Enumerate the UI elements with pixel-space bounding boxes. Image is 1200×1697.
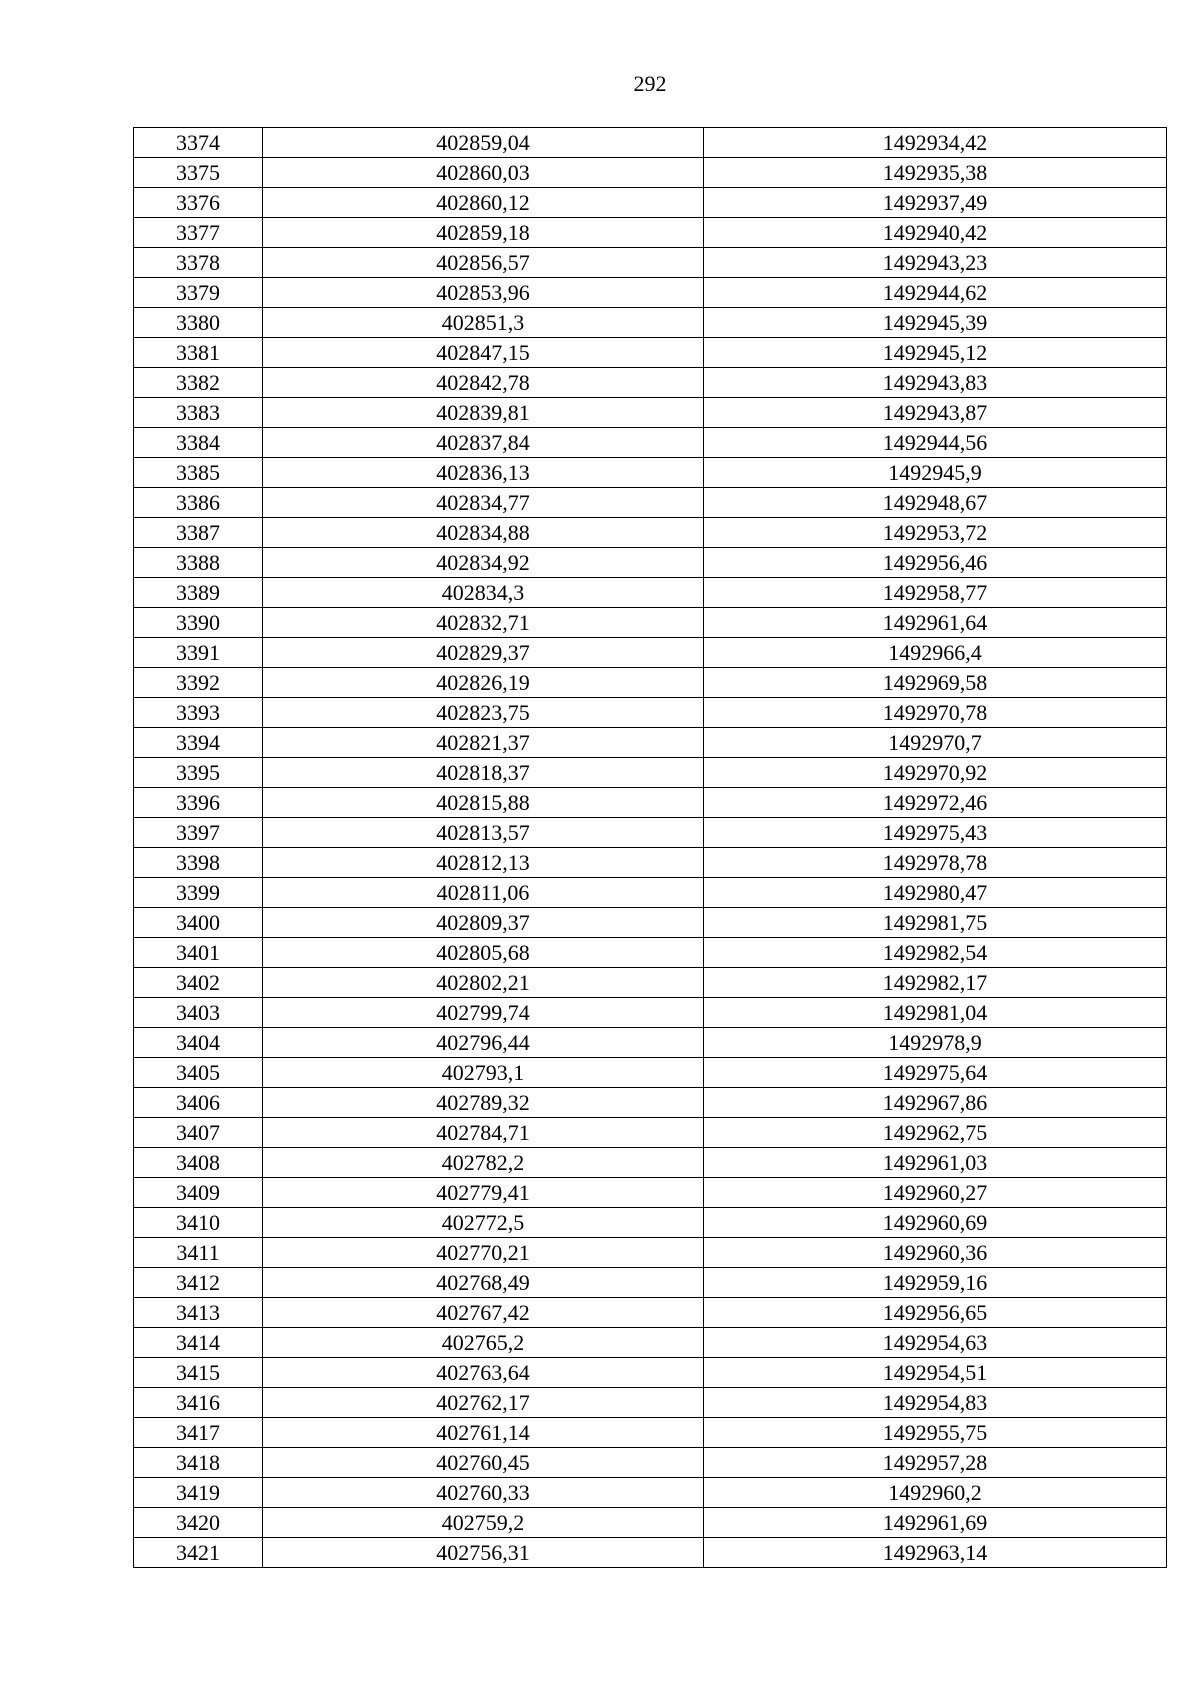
point-number-cell: 3400 [134, 908, 263, 938]
table-row [134, 1358, 1167, 1388]
y-coordinate-cell: 1492957,28 [704, 1448, 1167, 1478]
table-row [134, 1208, 1167, 1238]
point-number-cell: 3379 [134, 278, 263, 308]
point-number-cell: 3393 [134, 698, 263, 728]
x-coordinate-cell: 402837,84 [263, 428, 704, 458]
x-coordinate-cell: 402821,37 [263, 728, 704, 758]
table-row [134, 1478, 1167, 1508]
table-row [134, 308, 1167, 338]
table-row [134, 1028, 1167, 1058]
point-number-cell: 3421 [134, 1538, 263, 1568]
x-coordinate-cell: 402805,68 [263, 938, 704, 968]
x-coordinate-cell: 402760,33 [263, 1478, 704, 1508]
point-number-cell: 3386 [134, 488, 263, 518]
x-coordinate-cell: 402768,49 [263, 1268, 704, 1298]
y-coordinate-cell: 1492963,14 [704, 1538, 1167, 1568]
point-number-cell: 3384 [134, 428, 263, 458]
table-row [134, 728, 1167, 758]
y-coordinate-cell: 1492944,62 [704, 278, 1167, 308]
x-coordinate-cell: 402811,06 [263, 878, 704, 908]
table-row [134, 1538, 1167, 1568]
x-coordinate-cell: 402834,3 [263, 578, 704, 608]
y-coordinate-cell: 1492943,83 [704, 368, 1167, 398]
point-number-cell: 3415 [134, 1358, 263, 1388]
y-coordinate-cell: 1492975,64 [704, 1058, 1167, 1088]
point-number-cell: 3388 [134, 548, 263, 578]
x-coordinate-cell: 402796,44 [263, 1028, 704, 1058]
x-coordinate-cell: 402772,5 [263, 1208, 704, 1238]
point-number-cell: 3385 [134, 458, 263, 488]
x-coordinate-cell: 402818,37 [263, 758, 704, 788]
x-coordinate-cell: 402815,88 [263, 788, 704, 818]
point-number-cell: 3396 [134, 788, 263, 818]
y-coordinate-cell: 1492943,23 [704, 248, 1167, 278]
x-coordinate-cell: 402826,19 [263, 668, 704, 698]
y-coordinate-cell: 1492962,75 [704, 1118, 1167, 1148]
x-coordinate-cell: 402793,1 [263, 1058, 704, 1088]
table-row [134, 788, 1167, 818]
table-row [134, 908, 1167, 938]
x-coordinate-cell: 402823,75 [263, 698, 704, 728]
table-row [134, 1448, 1167, 1478]
y-coordinate-cell: 1492945,9 [704, 458, 1167, 488]
y-coordinate-cell: 1492975,43 [704, 818, 1167, 848]
point-number-cell: 3390 [134, 608, 263, 638]
point-number-cell: 3387 [134, 518, 263, 548]
point-number-cell: 3375 [134, 158, 263, 188]
y-coordinate-cell: 1492945,12 [704, 338, 1167, 368]
coordinates-table-body [134, 128, 1167, 1568]
point-number-cell: 3374 [134, 128, 263, 158]
y-coordinate-cell: 1492978,78 [704, 848, 1167, 878]
x-coordinate-cell: 402763,64 [263, 1358, 704, 1388]
y-coordinate-cell: 1492943,87 [704, 398, 1167, 428]
x-coordinate-cell: 402756,31 [263, 1538, 704, 1568]
y-coordinate-cell: 1492970,7 [704, 728, 1167, 758]
table-row [134, 248, 1167, 278]
y-coordinate-cell: 1492953,72 [704, 518, 1167, 548]
y-coordinate-cell: 1492972,46 [704, 788, 1167, 818]
x-coordinate-cell: 402767,42 [263, 1298, 704, 1328]
point-number-cell: 3383 [134, 398, 263, 428]
table-row [134, 218, 1167, 248]
point-number-cell: 3382 [134, 368, 263, 398]
y-coordinate-cell: 1492954,63 [704, 1328, 1167, 1358]
x-coordinate-cell: 402809,37 [263, 908, 704, 938]
x-coordinate-cell: 402799,74 [263, 998, 704, 1028]
y-coordinate-cell: 1492960,27 [704, 1178, 1167, 1208]
table-row [134, 848, 1167, 878]
table-row [134, 488, 1167, 518]
table-row [134, 1088, 1167, 1118]
table-row [134, 398, 1167, 428]
point-number-cell: 3419 [134, 1478, 263, 1508]
table-row [134, 668, 1167, 698]
point-number-cell: 3399 [134, 878, 263, 908]
y-coordinate-cell: 1492982,54 [704, 938, 1167, 968]
table-row [134, 938, 1167, 968]
x-coordinate-cell: 402812,13 [263, 848, 704, 878]
x-coordinate-cell: 402782,2 [263, 1148, 704, 1178]
table-row [134, 1238, 1167, 1268]
table-row [134, 428, 1167, 458]
table-row [134, 1058, 1167, 1088]
table-row [134, 638, 1167, 668]
x-coordinate-cell: 402813,57 [263, 818, 704, 848]
point-number-cell: 3414 [134, 1328, 263, 1358]
y-coordinate-cell: 1492940,42 [704, 218, 1167, 248]
table-row [134, 998, 1167, 1028]
table-row [134, 1388, 1167, 1418]
x-coordinate-cell: 402856,57 [263, 248, 704, 278]
table-row [134, 578, 1167, 608]
point-number-cell: 3380 [134, 308, 263, 338]
y-coordinate-cell: 1492934,42 [704, 128, 1167, 158]
y-coordinate-cell: 1492960,69 [704, 1208, 1167, 1238]
y-coordinate-cell: 1492970,92 [704, 758, 1167, 788]
point-number-cell: 3404 [134, 1028, 263, 1058]
point-number-cell: 3381 [134, 338, 263, 368]
y-coordinate-cell: 1492967,86 [704, 1088, 1167, 1118]
y-coordinate-cell: 1492981,04 [704, 998, 1167, 1028]
table-row [134, 548, 1167, 578]
y-coordinate-cell: 1492981,75 [704, 908, 1167, 938]
x-coordinate-cell: 402759,2 [263, 1508, 704, 1538]
point-number-cell: 3416 [134, 1388, 263, 1418]
y-coordinate-cell: 1492937,49 [704, 188, 1167, 218]
x-coordinate-cell: 402834,77 [263, 488, 704, 518]
table-row [134, 128, 1167, 158]
table-row [134, 1268, 1167, 1298]
x-coordinate-cell: 402762,17 [263, 1388, 704, 1418]
point-number-cell: 3397 [134, 818, 263, 848]
x-coordinate-cell: 402834,92 [263, 548, 704, 578]
x-coordinate-cell: 402779,41 [263, 1178, 704, 1208]
x-coordinate-cell: 402860,03 [263, 158, 704, 188]
point-number-cell: 3417 [134, 1418, 263, 1448]
x-coordinate-cell: 402761,14 [263, 1418, 704, 1448]
y-coordinate-cell: 1492944,56 [704, 428, 1167, 458]
x-coordinate-cell: 402789,32 [263, 1088, 704, 1118]
point-number-cell: 3377 [134, 218, 263, 248]
table-row [134, 818, 1167, 848]
y-coordinate-cell: 1492954,51 [704, 1358, 1167, 1388]
y-coordinate-cell: 1492956,46 [704, 548, 1167, 578]
point-number-cell: 3398 [134, 848, 263, 878]
x-coordinate-cell: 402802,21 [263, 968, 704, 998]
table-row [134, 1298, 1167, 1328]
x-coordinate-cell: 402842,78 [263, 368, 704, 398]
x-coordinate-cell: 402832,71 [263, 608, 704, 638]
point-number-cell: 3418 [134, 1448, 263, 1478]
table-row [134, 758, 1167, 788]
x-coordinate-cell: 402770,21 [263, 1238, 704, 1268]
x-coordinate-cell: 402829,37 [263, 638, 704, 668]
table-row [134, 188, 1167, 218]
y-coordinate-cell: 1492945,39 [704, 308, 1167, 338]
x-coordinate-cell: 402760,45 [263, 1448, 704, 1478]
table-row [134, 518, 1167, 548]
point-number-cell: 3394 [134, 728, 263, 758]
point-number-cell: 3401 [134, 938, 263, 968]
y-coordinate-cell: 1492954,83 [704, 1388, 1167, 1418]
x-coordinate-cell: 402853,96 [263, 278, 704, 308]
table-row [134, 1418, 1167, 1448]
table-row [134, 278, 1167, 308]
y-coordinate-cell: 1492966,4 [704, 638, 1167, 668]
table-row [134, 1118, 1167, 1148]
table-row [134, 698, 1167, 728]
point-number-cell: 3389 [134, 578, 263, 608]
table-row [134, 968, 1167, 998]
table-row [134, 1148, 1167, 1178]
y-coordinate-cell: 1492978,9 [704, 1028, 1167, 1058]
point-number-cell: 3403 [134, 998, 263, 1028]
point-number-cell: 3392 [134, 668, 263, 698]
y-coordinate-cell: 1492969,58 [704, 668, 1167, 698]
coordinates-table [133, 127, 1167, 1568]
point-number-cell: 3406 [134, 1088, 263, 1118]
x-coordinate-cell: 402834,88 [263, 518, 704, 548]
table-row [134, 1328, 1167, 1358]
x-coordinate-cell: 402847,15 [263, 338, 704, 368]
y-coordinate-cell: 1492955,75 [704, 1418, 1167, 1448]
y-coordinate-cell: 1492982,17 [704, 968, 1167, 998]
table-row [134, 368, 1167, 398]
y-coordinate-cell: 1492935,38 [704, 158, 1167, 188]
y-coordinate-cell: 1492980,47 [704, 878, 1167, 908]
x-coordinate-cell: 402851,3 [263, 308, 704, 338]
point-number-cell: 3378 [134, 248, 263, 278]
y-coordinate-cell: 1492960,36 [704, 1238, 1167, 1268]
point-number-cell: 3420 [134, 1508, 263, 1538]
table-row [134, 878, 1167, 908]
point-number-cell: 3407 [134, 1118, 263, 1148]
point-number-cell: 3376 [134, 188, 263, 218]
table-row [134, 458, 1167, 488]
point-number-cell: 3410 [134, 1208, 263, 1238]
y-coordinate-cell: 1492961,03 [704, 1148, 1167, 1178]
point-number-cell: 3395 [134, 758, 263, 788]
y-coordinate-cell: 1492958,77 [704, 578, 1167, 608]
y-coordinate-cell: 1492948,67 [704, 488, 1167, 518]
point-number-cell: 3411 [134, 1238, 263, 1268]
x-coordinate-cell: 402836,13 [263, 458, 704, 488]
table-row [134, 1178, 1167, 1208]
x-coordinate-cell: 402839,81 [263, 398, 704, 428]
point-number-cell: 3409 [134, 1178, 263, 1208]
point-number-cell: 3391 [134, 638, 263, 668]
x-coordinate-cell: 402860,12 [263, 188, 704, 218]
y-coordinate-cell: 1492960,2 [704, 1478, 1167, 1508]
y-coordinate-cell: 1492961,69 [704, 1508, 1167, 1538]
y-coordinate-cell: 1492956,65 [704, 1298, 1167, 1328]
x-coordinate-cell: 402784,71 [263, 1118, 704, 1148]
page-number: 292 [633, 71, 667, 96]
y-coordinate-cell: 1492961,64 [704, 608, 1167, 638]
table-row [134, 608, 1167, 638]
x-coordinate-cell: 402859,18 [263, 218, 704, 248]
point-number-cell: 3405 [134, 1058, 263, 1088]
point-number-cell: 3408 [134, 1148, 263, 1178]
table-row [134, 338, 1167, 368]
point-number-cell: 3413 [134, 1298, 263, 1328]
y-coordinate-cell: 1492959,16 [704, 1268, 1167, 1298]
point-number-cell: 3402 [134, 968, 263, 998]
point-number-cell: 3412 [134, 1268, 263, 1298]
x-coordinate-cell: 402765,2 [263, 1328, 704, 1358]
y-coordinate-cell: 1492970,78 [704, 698, 1167, 728]
table-row [134, 1508, 1167, 1538]
x-coordinate-cell: 402859,04 [263, 128, 704, 158]
table-row [134, 158, 1167, 188]
